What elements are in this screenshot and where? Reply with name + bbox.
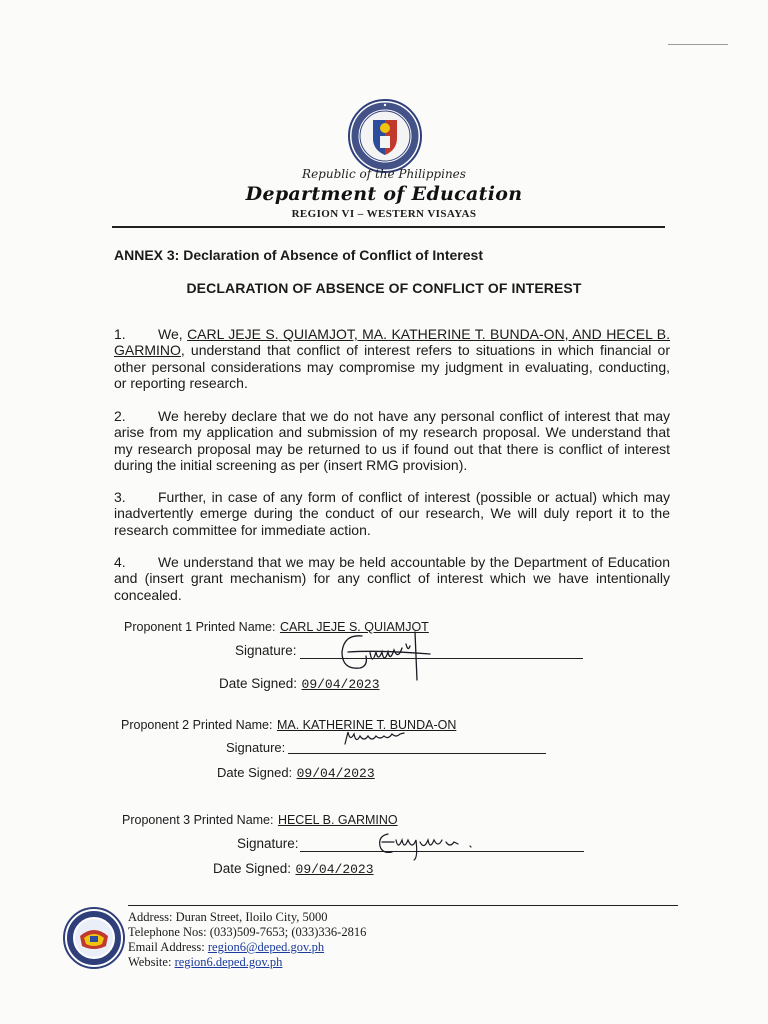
email-link[interactable]: region6@deped.gov.ph: [207, 940, 325, 954]
date-label: Date Signed:: [213, 861, 292, 876]
printed-name-row: [122, 811, 398, 829]
proponent-names: CARL JEJE S. QUIAMJOT, MA. KATHERINE T. BUNDA-ON, AND HECEL B. GARMINO: [114, 326, 671, 359]
footer-telephone: Telephone Nos: (033)509-7653; (033)336-2816: [128, 925, 367, 939]
footer-address: Address: Duran Street, Iloilo City, 5000: [128, 910, 328, 924]
header-divider: [112, 226, 665, 228]
region-name: REGION VI – WESTERN VISAYAS: [291, 208, 477, 220]
footer-divider: [128, 905, 678, 906]
item-number: 4.: [114, 554, 126, 570]
signature-3-icon: [372, 828, 482, 862]
date-value: 09/04/2023: [301, 677, 380, 692]
signature-1-icon: [320, 622, 440, 682]
date-label: Date Signed:: [219, 676, 298, 691]
signature-label: Signature:: [237, 836, 299, 851]
date-value: 09/04/2023: [296, 766, 375, 781]
date-row: [213, 860, 374, 878]
item-number: 1.: [114, 326, 126, 342]
declaration-item-2: [114, 408, 670, 473]
item-text: We hereby declare that we do not have any personal conflict of interest that may arise from my application and submission of my research proposal. We understand that my research proposal may be returned to us if found out that there is conflict of interest during the initial screening as per (insert RMG provision).: [114, 408, 670, 473]
item-lead: We,: [158, 326, 188, 342]
footer-email-row: [128, 940, 324, 955]
deped-seal-icon: [347, 98, 423, 174]
item-text: Further, in case of any form of conflict of interest (possible or actual) which may inadvertently emerge during the conduct of our research, We will duly report it to the research committee for immediate action.: [114, 489, 670, 538]
declaration-item-4: [114, 554, 670, 603]
item-text: We understand that we may be held accountable by the Department of Education and (insert grant mechanism) for any conflict of interest which we have intentionally concealed.: [114, 554, 670, 603]
declaration-item-1: [114, 326, 670, 391]
deped-region-seal-icon: [62, 906, 126, 970]
footer-website-row: [128, 955, 282, 970]
declaration-item-3: [114, 489, 670, 538]
scan-mark: [668, 44, 728, 45]
printed-name-label: Proponent 2 Printed Name:: [121, 718, 273, 732]
date-row: [219, 675, 380, 693]
website-link[interactable]: region6.deped.gov.ph: [174, 955, 283, 969]
date-label: Date Signed:: [217, 765, 293, 780]
item-number: 2.: [114, 408, 126, 424]
printed-name-value: CARL JEJE S. QUIAMJOT: [279, 620, 429, 634]
website-label: Website:: [128, 955, 175, 969]
item-text: , understand that conflict of interest refers to situations in which financial or other personal considerations may compromise my judgment in evaluating, conducting, or reporting research.: [114, 342, 670, 391]
item-number: 3.: [114, 489, 126, 505]
printed-name-label: Proponent 1 Printed Name:: [124, 620, 276, 634]
date-value: 09/04/2023: [295, 862, 374, 877]
republic-line: Republic of the Philippines: [302, 167, 466, 181]
signature-line: [288, 753, 546, 754]
annex-title: ANNEX 3: Declaration of Absence of Conflict of Interest: [114, 247, 483, 263]
printed-name-value: MA. KATHERINE T. BUNDA-ON: [276, 718, 457, 732]
signature-2-icon: [342, 728, 408, 748]
date-row: [217, 764, 375, 782]
declaration-title: DECLARATION OF ABSENCE OF CONFLICT OF INTEREST: [186, 280, 582, 296]
department-name: Department of Education: [245, 183, 523, 205]
printed-name-label: Proponent 3 Printed Name:: [122, 813, 274, 827]
email-label: Email Address:: [128, 940, 208, 954]
signature-label: Signature:: [235, 643, 297, 658]
printed-name-value: HECEL B. GARMINO: [277, 813, 398, 827]
signature-label: Signature:: [226, 740, 286, 755]
